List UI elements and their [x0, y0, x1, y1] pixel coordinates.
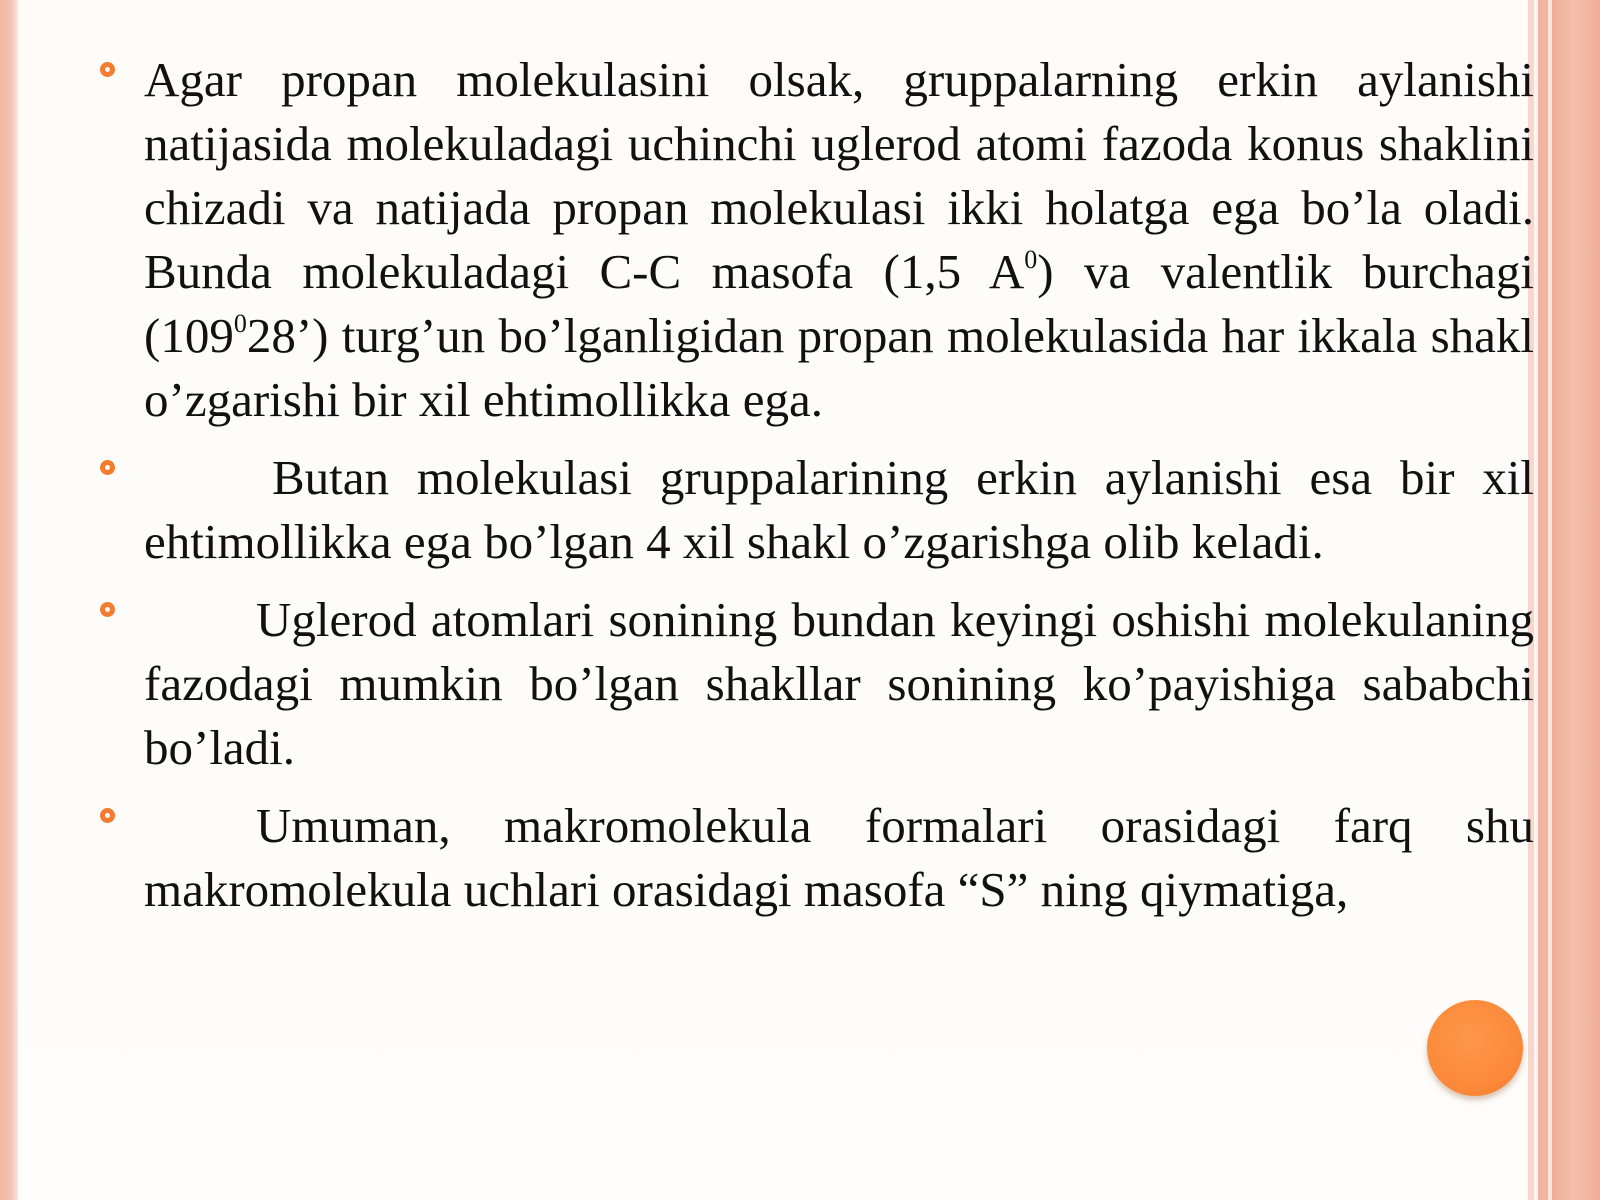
bullet-text: Umuman, makromolekula formalari orasidagi farq shu makromolekula uchlari orasidagi masofa “S” ning qiymatiga,	[144, 798, 1534, 917]
bullet-text: Agar propan molekulasini olsak, gruppalarning erkin aylanishi natijasida molekuladagi uchinchi uglerod atomi fazoda konus shaklini chizadi va natijada propan molekulasi ikki holatga ega bo’la oladi. Bunda molekuladagi C-C masofa (1,5 $A^0$) va valentlik burchagi $(109^028’)$ turg’un bo’lganligidan propan molekulasida har ikkala shakl o’zgarishi bir xil ehtimollikka ega.	[144, 52, 1535, 427]
right-decorative-border	[1528, 0, 1600, 1200]
orange-ring-bullet-icon	[100, 808, 115, 823]
orange-circle-decoration-icon	[1427, 1000, 1523, 1096]
orange-ring-bullet-icon	[100, 62, 115, 77]
bullet-item-umuman	[96, 794, 1534, 922]
bullet-item-uglerod	[96, 588, 1534, 780]
bullet-item-propan	[96, 48, 1534, 432]
bullet-list	[96, 48, 1534, 936]
orange-ring-bullet-icon	[100, 460, 115, 475]
bullet-text: Butan molekulasi gruppalarining erkin aylanishi esa bir xil ehtimollikka ega bo’lgan 4 xil shakl o’zgarishga olib keladi.	[144, 450, 1534, 569]
bullet-text: Uglerod atomlari sonining bundan keyingi oshishi molekulaning fazodagi mumkin bo’lgan shakllar sonining ko’payishiga sababchi bo’ladi.	[144, 592, 1534, 775]
orange-ring-bullet-icon	[100, 602, 115, 617]
left-decorative-border	[0, 0, 18, 1200]
bullet-item-butan	[96, 446, 1534, 574]
